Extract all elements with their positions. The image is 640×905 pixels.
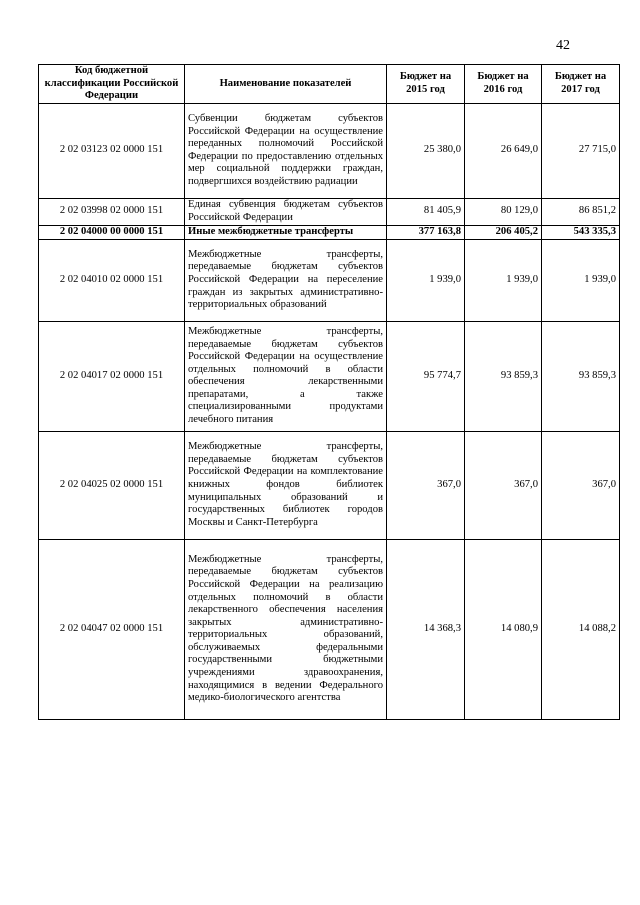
row-budget-2017: 367,0 bbox=[542, 431, 620, 539]
page-number: 42 bbox=[556, 38, 570, 53]
row-budget-2016: 367,0 bbox=[465, 431, 542, 539]
row-code: 2 02 04025 02 0000 151 bbox=[39, 431, 185, 539]
row-code: 2 02 03123 02 0000 151 bbox=[39, 103, 185, 198]
row-budget-2015: 95 774,7 bbox=[387, 321, 465, 431]
table-row bbox=[39, 198, 620, 225]
row-budget-2015: 81 405,9 bbox=[387, 198, 465, 225]
table-header-row bbox=[39, 65, 620, 104]
header-code: Код бюджетной классификации Российской Федерации bbox=[39, 65, 185, 104]
row-name: Межбюджетные трансферты, передаваемые бюджетам субъектов Российской Федерации на осуществление отдельных полномочий в области обеспечения лекарственными препаратами, а также специализированными продуктами лечебного питания bbox=[185, 321, 387, 431]
table-row bbox=[39, 239, 620, 321]
table-row-total bbox=[39, 225, 620, 239]
row-budget-2015: 1 939,0 bbox=[387, 239, 465, 321]
header-budget-2017: Бюджет на 2017 год bbox=[542, 65, 620, 104]
row-name: Единая субвенция бюджетам субъектов Российской Федерации bbox=[185, 198, 387, 225]
row-code: 2 02 04010 02 0000 151 bbox=[39, 239, 185, 321]
row-name: Межбюджетные трансферты, передаваемые бюджетам субъектов Российской Федерации на переселение граждан из закрытых административно-территориальных образований bbox=[185, 239, 387, 321]
row-code: 2 02 03998 02 0000 151 bbox=[39, 198, 185, 225]
budget-table bbox=[38, 64, 620, 720]
table-row bbox=[39, 431, 620, 539]
row-budget-2016: 206 405,2 bbox=[465, 225, 542, 239]
row-name: Межбюджетные трансферты, передаваемые бюджетам субъектов Российской Федерации на комплектование книжных фондов библиотек муниципальных образований и государственных библиотек городов Москвы и Санкт-Петербурга bbox=[185, 431, 387, 539]
table-row bbox=[39, 103, 620, 198]
row-budget-2016: 80 129,0 bbox=[465, 198, 542, 225]
row-name: Иные межбюджетные трансферты bbox=[185, 225, 387, 239]
row-code: 2 02 04000 00 0000 151 bbox=[39, 225, 185, 239]
row-code: 2 02 04017 02 0000 151 bbox=[39, 321, 185, 431]
header-budget-2015: Бюджет на 2015 год bbox=[387, 65, 465, 104]
row-code: 2 02 04047 02 0000 151 bbox=[39, 539, 185, 719]
row-budget-2015: 25 380,0 bbox=[387, 103, 465, 198]
table-row bbox=[39, 321, 620, 431]
row-name: Субвенции бюджетам субъектов Российской Федерации на осуществление переданных полномочий Российской Федерации по предоставлению отдельных мер социальной поддержки граждан, подвергшихся воздействию радиации bbox=[185, 103, 387, 198]
row-budget-2017: 1 939,0 bbox=[542, 239, 620, 321]
row-budget-2015: 367,0 bbox=[387, 431, 465, 539]
row-budget-2017: 86 851,2 bbox=[542, 198, 620, 225]
row-budget-2017: 14 088,2 bbox=[542, 539, 620, 719]
row-budget-2017: 543 335,3 bbox=[542, 225, 620, 239]
row-budget-2017: 27 715,0 bbox=[542, 103, 620, 198]
row-budget-2016: 14 080,9 bbox=[465, 539, 542, 719]
row-budget-2016: 93 859,3 bbox=[465, 321, 542, 431]
header-budget-2016: Бюджет на 2016 год bbox=[465, 65, 542, 104]
row-budget-2015: 14 368,3 bbox=[387, 539, 465, 719]
row-name: Межбюджетные трансферты, передаваемые бюджетам субъектов Российской Федерации на реализацию отдельных полномочий в области лекарственного обеспечения населения закрытых административно-территориальных образований, обслуживаемых федеральными государственными бюджетными учреждениями здравоохранения, находящимися в ведении Федерального медико-биологического агентства bbox=[185, 539, 387, 719]
row-budget-2015: 377 163,8 bbox=[387, 225, 465, 239]
table-row bbox=[39, 539, 620, 719]
header-name: Наименование показателей bbox=[185, 65, 387, 104]
row-budget-2016: 26 649,0 bbox=[465, 103, 542, 198]
row-budget-2017: 93 859,3 bbox=[542, 321, 620, 431]
row-budget-2016: 1 939,0 bbox=[465, 239, 542, 321]
